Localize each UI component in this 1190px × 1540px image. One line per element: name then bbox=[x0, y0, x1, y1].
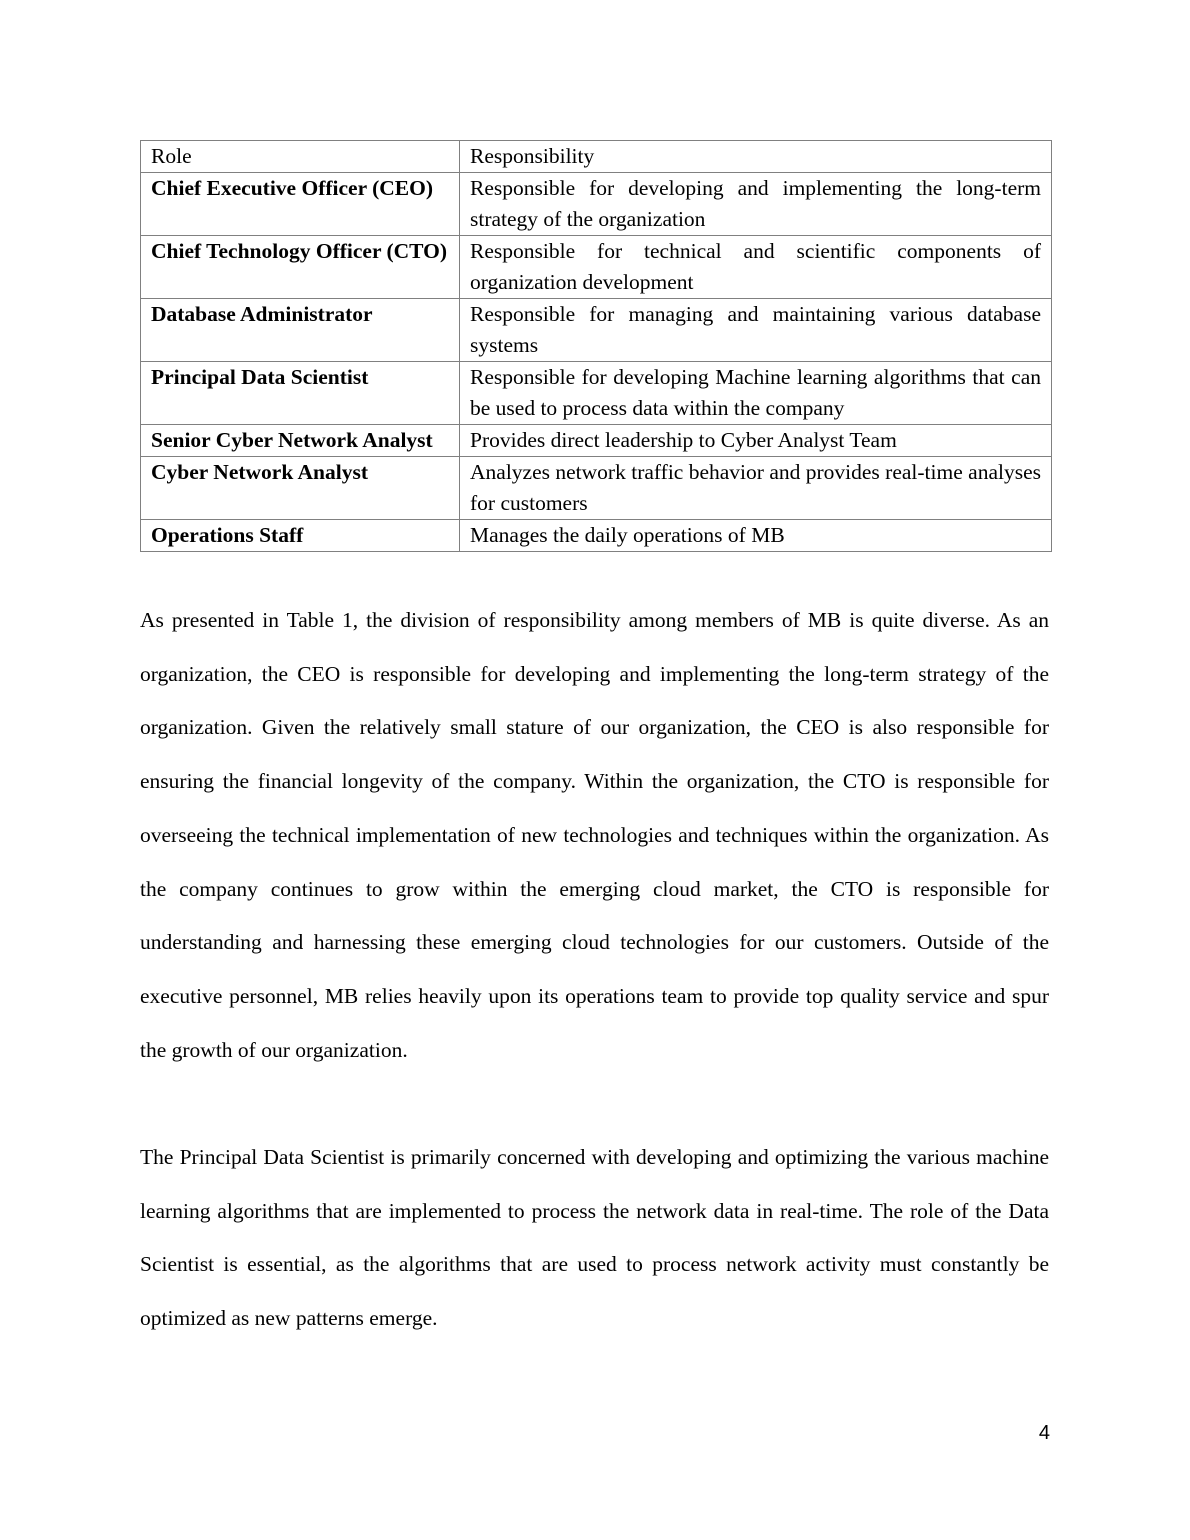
role-cell: Chief Technology Officer (CTO) bbox=[141, 236, 460, 299]
responsibility-cell: Responsible for technical and scientific components of organization development bbox=[460, 236, 1052, 299]
table-row bbox=[141, 362, 1052, 425]
role-cell: Principal Data Scientist bbox=[141, 362, 460, 425]
responsibility-cell: Responsible for developing and implementing the long-term strategy of the organization bbox=[460, 173, 1052, 236]
role-cell: Database Administrator bbox=[141, 299, 460, 362]
table-row bbox=[141, 173, 1052, 236]
table-row bbox=[141, 299, 1052, 362]
table-row bbox=[141, 457, 1052, 520]
table-row bbox=[141, 425, 1052, 457]
role-cell: Operations Staff bbox=[141, 520, 460, 552]
role-cell: Senior Cyber Network Analyst bbox=[141, 425, 460, 457]
roles-responsibilities-table bbox=[140, 140, 1052, 552]
responsibility-cell: Manages the daily operations of MB bbox=[460, 520, 1052, 552]
responsibility-cell: Provides direct leadership to Cyber Analyst Team bbox=[460, 425, 1052, 457]
responsibility-cell: Responsible for managing and maintaining various database systems bbox=[460, 299, 1052, 362]
body-paragraph: The Principal Data Scientist is primarily concerned with developing and optimizing the various machine learning algorithms that are implemented to process the network data in real-time. The role of the Data Scientist is essential, as the algorithms that are used to process network activity must constantly be optimized as new patterns emerge. bbox=[140, 1145, 1049, 1331]
responsibility-cell: Analyzes network traffic behavior and provides real-time analyses for customers bbox=[460, 457, 1052, 520]
page-number: 4 bbox=[1038, 1422, 1050, 1444]
header-role: Role bbox=[141, 141, 460, 173]
table-header-row bbox=[141, 141, 1052, 173]
table-row bbox=[141, 520, 1052, 552]
role-cell: Cyber Network Analyst bbox=[141, 457, 460, 520]
header-responsibility: Responsibility bbox=[460, 141, 1052, 173]
role-cell: Chief Executive Officer (CEO) bbox=[141, 173, 460, 236]
body-paragraph: As presented in Table 1, the division of responsibility among members of MB is quite diverse. As an organization, the CEO is responsible for developing and implementing the long-term strategy of the organization. Given the relatively small stature of our organization, the CEO is also responsible for ensuring the financial longevity of the company. Within the organization, the CTO is responsible for overseeing the technical implementation of new technologies and techniques within the organization. As the company continues to grow within the emerging cloud market, the CTO is responsible for understanding and harnessing these emerging cloud technologies for our customers. Outside of the executive personnel, MB relies heavily upon its operations team to provide top quality service and spur the growth of our organization. bbox=[140, 608, 1049, 1062]
responsibility-cell: Responsible for developing Machine learning algorithms that can be used to process data within the company bbox=[460, 362, 1052, 425]
table-row bbox=[141, 236, 1052, 299]
